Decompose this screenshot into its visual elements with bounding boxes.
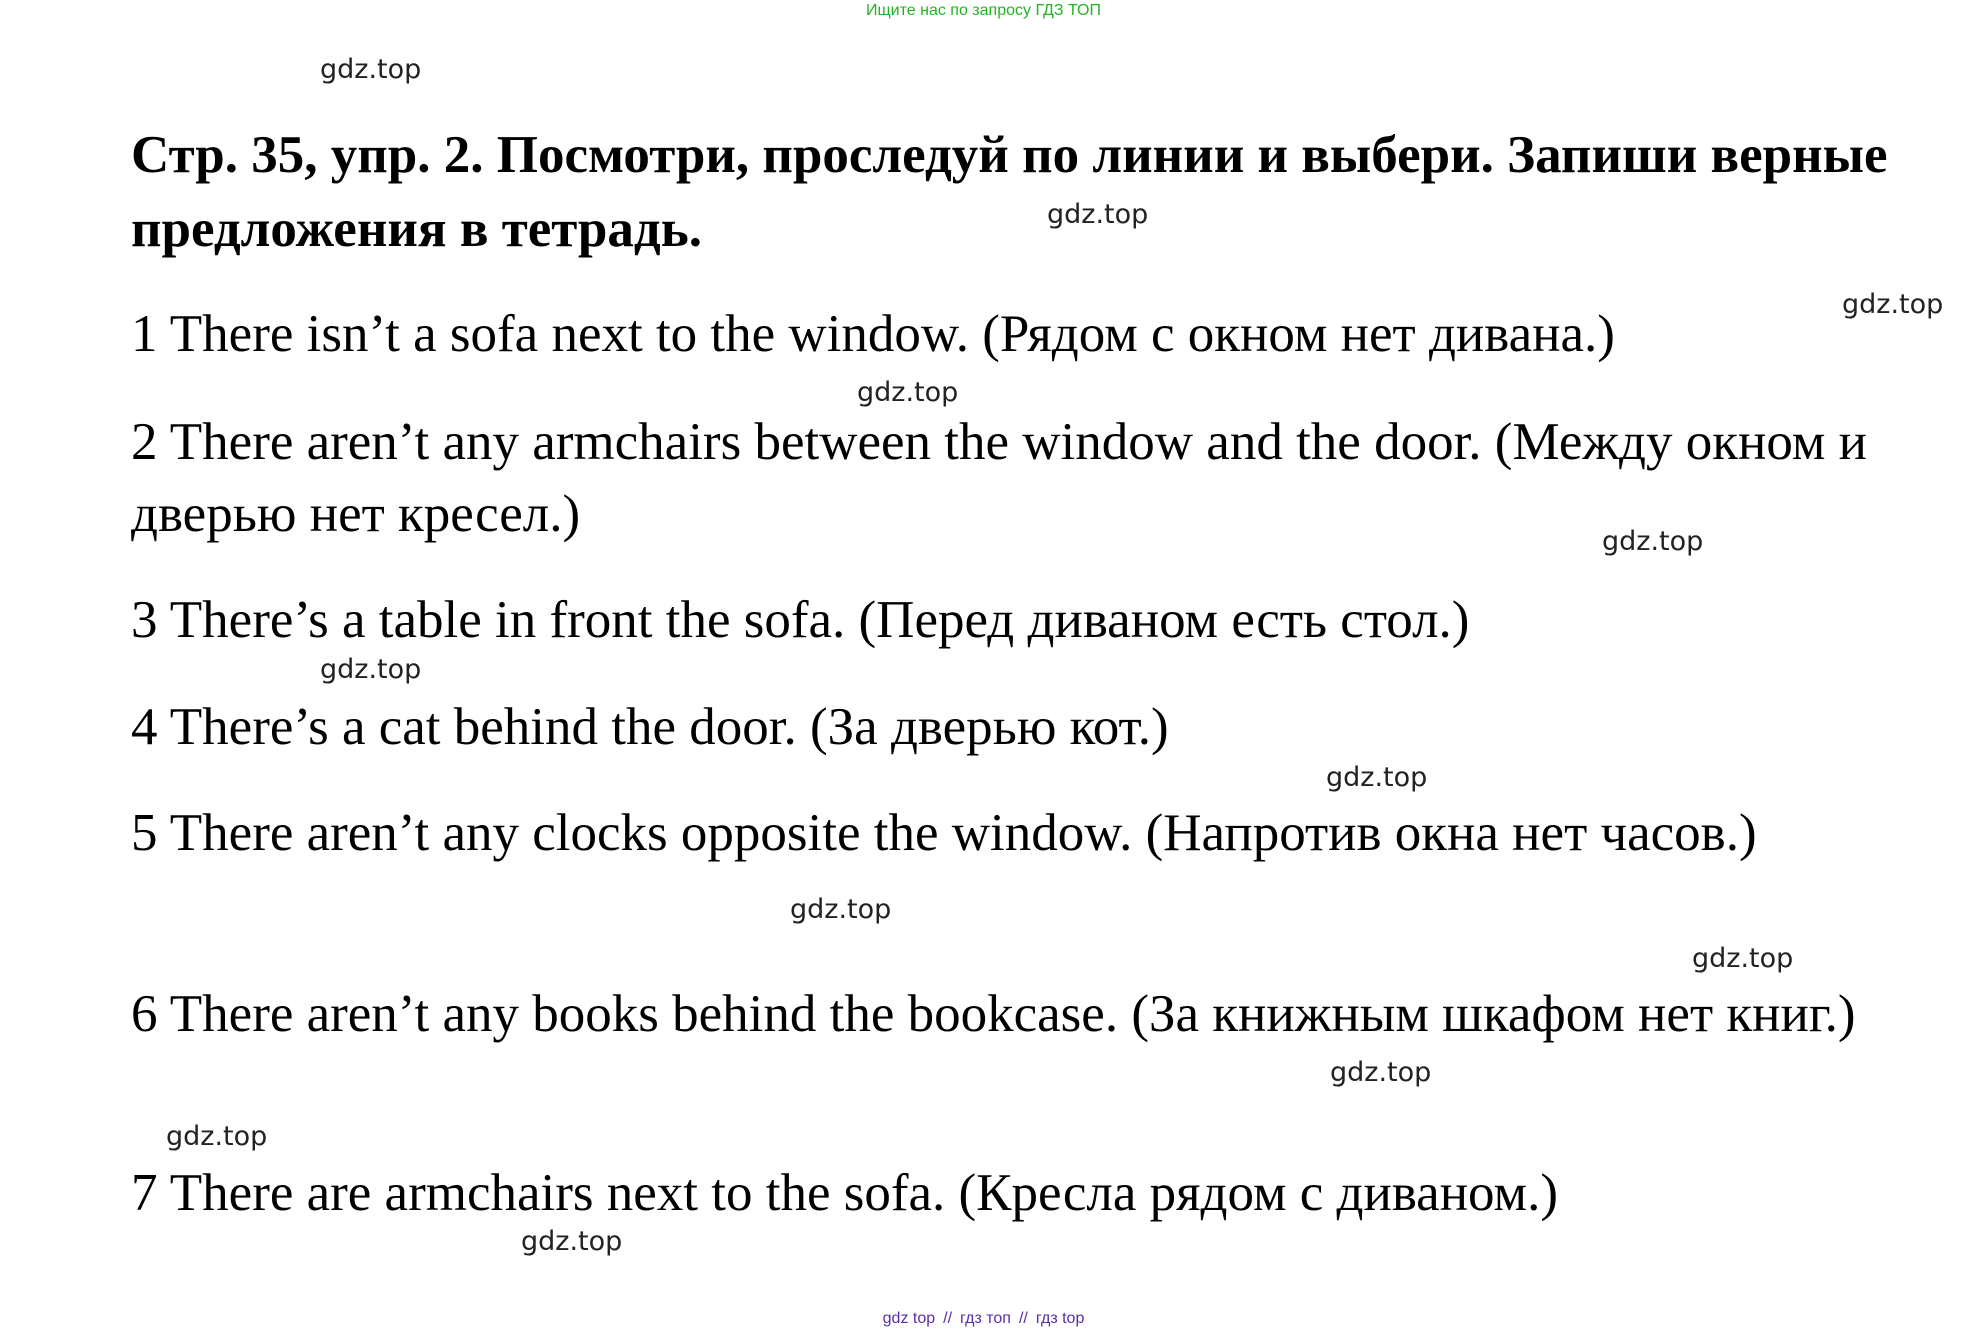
watermark: gdz.top xyxy=(1047,199,1149,230)
footer-link[interactable]: гдз top xyxy=(1035,1310,1085,1327)
sentence-3: 3 There’s a table in front the sofa. (Перед диваном есть стол.) xyxy=(131,591,1470,649)
watermark: gdz.top xyxy=(1602,526,1704,557)
top-banner: Ищите нас по запросу ГДЗ ТОП xyxy=(866,2,1101,19)
watermark: gdz.top xyxy=(521,1226,623,1257)
watermark: gdz.top xyxy=(1326,762,1428,793)
watermark: gdz.top xyxy=(790,894,892,925)
sentence-5: 5 There aren’t any clocks opposite the window. (Напротив окна нет часов.) xyxy=(131,804,1757,862)
watermark: gdz.top xyxy=(166,1121,268,1152)
watermark: gdz.top xyxy=(1330,1057,1432,1088)
exercise-title: Стр. 35, упр. 2. Посмотри, проследуй по линии и выбери. Запиши верные предложения в тетрадь. xyxy=(131,126,1888,258)
sentence-4: 4 There’s a cat behind the door. (За дверью кот.) xyxy=(131,698,1169,756)
watermark: gdz.top xyxy=(1692,943,1794,974)
watermark: gdz.top xyxy=(320,654,422,685)
footer-link[interactable]: gdz top xyxy=(882,1310,936,1327)
footer-separator: // xyxy=(943,1310,953,1327)
sentence-1: 1 There isn’t a sofa next to the window. (Рядом с окном нет дивана.) xyxy=(131,305,1615,363)
watermark: gdz.top xyxy=(320,54,422,85)
sentence-7: 7 There are armchairs next to the sofa. (Кресла рядом с диваном.) xyxy=(131,1164,1558,1222)
watermark: gdz.top xyxy=(1842,289,1944,320)
footer-links xyxy=(0,1310,1967,1328)
footer-link[interactable]: гдз топ xyxy=(960,1310,1011,1327)
watermark: gdz.top xyxy=(857,377,959,408)
footer-separator: // xyxy=(1018,1310,1028,1327)
sentence-6: 6 There aren’t any books behind the bookcase. (За книжным шкафом нет книг.) xyxy=(131,985,1856,1043)
sentence-2: 2 There aren’t any armchairs between the window and the door. (Между окном и дверью нет кресел.) xyxy=(131,413,1867,543)
